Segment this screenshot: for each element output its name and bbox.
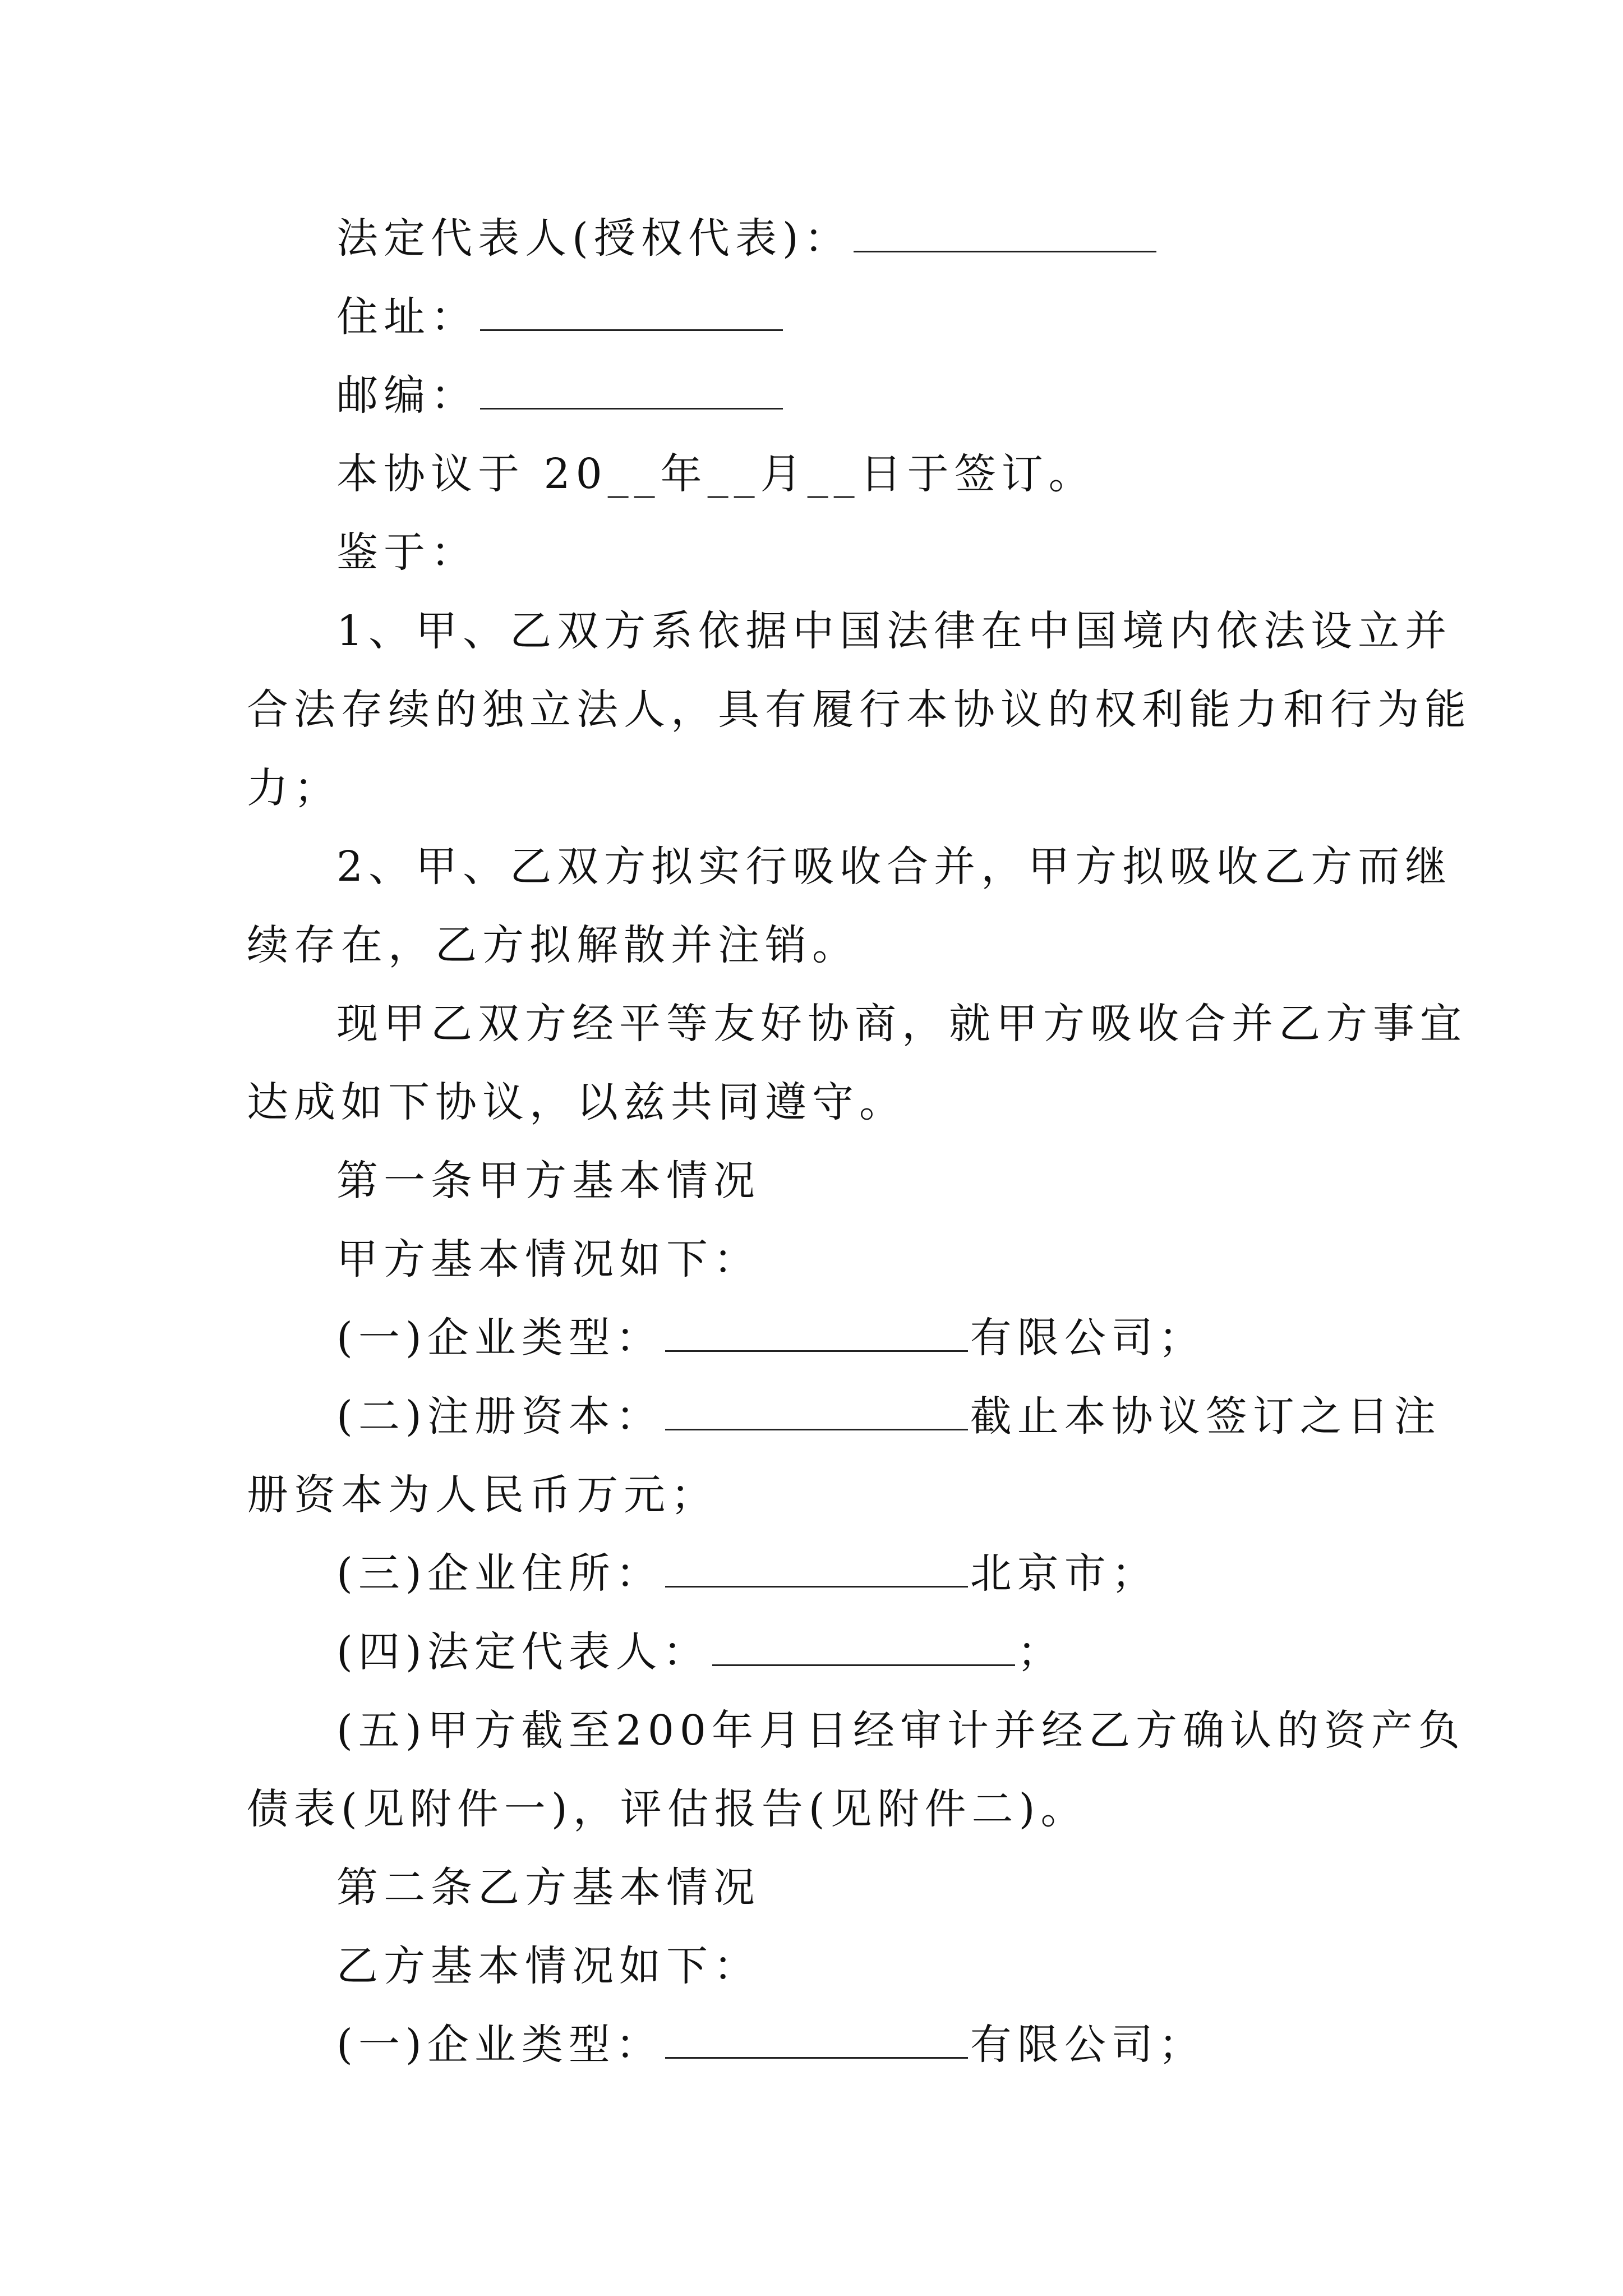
field-suffix: ； [1017, 1628, 1064, 1676]
party-a-enterprise-type-line [336, 1310, 1206, 1366]
field-suffix: 有限公司； [970, 2021, 1206, 2069]
paragraph-line: 册资本为人民币万元； [247, 1471, 718, 1519]
postcode-line [336, 367, 785, 424]
field-blank [665, 1549, 968, 1588]
party-a-domicile-line [336, 1545, 1159, 1602]
whereas-heading: 鉴于： [336, 528, 478, 577]
field-suffix: 北京市； [970, 1549, 1159, 1598]
paragraph-line: 2、甲、乙双方拟实行吸收合并，甲方拟吸收乙方而继 [336, 843, 1453, 891]
field-suffix: 截止本协议签订之日注 [970, 1392, 1441, 1441]
party-a-legal-representative-line [336, 1624, 1064, 1680]
party-b-enterprise-type-line [336, 2017, 1206, 2073]
field-blank [665, 1313, 968, 1352]
paragraph-line: 甲方基本情况如下： [336, 1235, 760, 1283]
field-label: (四)法定代表人： [336, 1628, 710, 1676]
field-label: (二)注册资本： [336, 1392, 663, 1441]
paragraph-line: 续存在，乙方拟解散并注销。 [247, 921, 859, 969]
address-blank [480, 292, 783, 331]
field-blank [712, 1627, 1015, 1666]
paragraph-line: 合法存续的独立法人，具有履行本协议的权利能力和行为能 [247, 685, 1472, 734]
legal-representative-line [336, 210, 1159, 266]
legal-representative-blank [854, 214, 1156, 252]
postcode-label: 邮编： [336, 371, 478, 420]
postcode-blank [480, 371, 783, 409]
field-label: (三)企业住所： [336, 1549, 663, 1598]
signing-date-line: 本协议于 20__年__月__日于签订。 [336, 450, 1096, 498]
field-label: (一)企业类型： [336, 2021, 663, 2069]
article-two-heading: 第二条乙方基本情况 [336, 1864, 760, 1912]
article-one-heading: 第一条甲方基本情况 [336, 1157, 760, 1205]
field-suffix: 有限公司； [970, 1314, 1206, 1362]
paragraph-line: (五)甲方截至200年月日经审计并经乙方确认的资产负 [336, 1706, 1465, 1755]
party-a-registered-capital-line [336, 1388, 1441, 1444]
legal-representative-label: 法定代表人(授权代表)： [336, 214, 851, 263]
paragraph-line: 力； [247, 764, 341, 812]
paragraph-line: 达成如下协议，以兹共同遵守。 [247, 1078, 906, 1126]
paragraph-line: 1、甲、乙双方系依据中国法律在中国境内依法设立并 [336, 607, 1453, 655]
paragraph-line: 乙方基本情况如下： [336, 1942, 760, 1990]
field-blank [665, 1392, 968, 1430]
address-label: 住址： [336, 293, 478, 341]
paragraph-line: 债表(见附件一)，评估报告(见附件二)。 [247, 1785, 1088, 1833]
paragraph-line: 现甲乙双方经平等友好协商，就甲方吸收合并乙方事宜 [336, 1000, 1467, 1048]
field-blank [665, 2020, 968, 2059]
address-line [336, 289, 785, 345]
field-label: (一)企业类型： [336, 1314, 663, 1362]
